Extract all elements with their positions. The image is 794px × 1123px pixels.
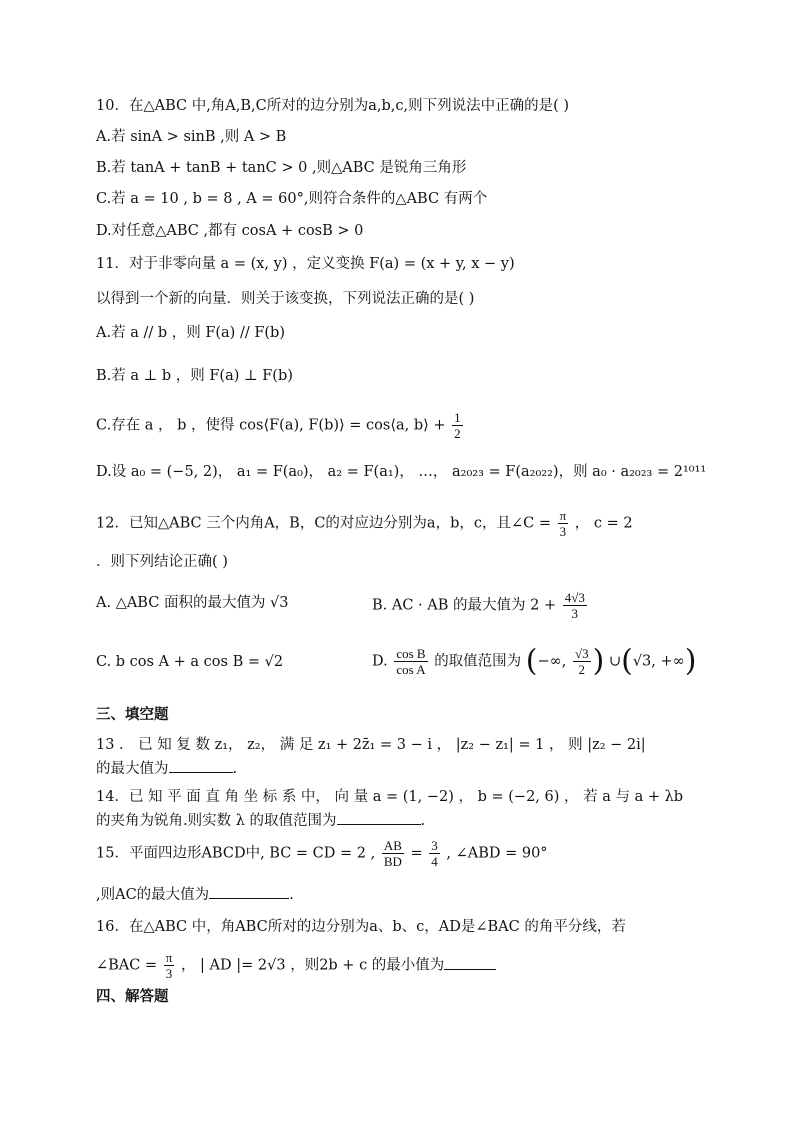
answer-blank[interactable] <box>444 955 496 970</box>
q10-option-d: D.对任意△ABC ,都有 cosA + cosB > 0 <box>96 223 364 239</box>
q11-option-a: A.若 a // b ，则 F(a) // F(b) <box>96 325 285 341</box>
q16-tail: ， | AD |= 2√3 ，则2b + c 的最小值为 <box>180 957 445 974</box>
fraction-numerator: 4√3 <box>564 590 585 605</box>
q10-option-b: B.若 tanA + tanB + tanC > 0 ,则△ABC 是锐角三角形 <box>96 160 467 176</box>
q16-line-2 <box>96 950 496 981</box>
option-label: D. <box>372 653 393 670</box>
q13-line-1: 13 ． 已 知 复 数 z₁， z₂， 满 足 z₁ + 2z̄₁ = 3 − i ， |z₂ − z₁| = 1 ， 则 |z₂ − 2i| <box>96 737 646 753</box>
answer-blank[interactable] <box>337 810 421 825</box>
q11-option-b: B.若 a ⊥ b ，则 F(a) ⊥ F(b) <box>96 368 293 384</box>
fraction-numerator: √3 <box>574 646 589 661</box>
equals-sign: = <box>410 845 423 862</box>
fraction-numerator: 1 <box>454 410 461 425</box>
q15-line-2: ,则AC的最大值为 . <box>96 884 294 905</box>
q13-line-2-text: 的最大值为 <box>96 761 169 777</box>
interval-2: √3, +∞ <box>632 653 685 670</box>
fraction-denominator: 4 <box>431 854 438 869</box>
q12-option-d <box>372 643 697 679</box>
q16-angle-text: ∠BAC = <box>96 957 158 974</box>
interval-1-left: −∞, <box>537 653 567 670</box>
left-paren: ( <box>525 643 538 679</box>
fraction-numerator: π <box>559 508 567 523</box>
q16-angle-fraction <box>164 950 175 981</box>
fraction-numerator: π <box>165 950 173 965</box>
answer-blank[interactable] <box>169 758 233 773</box>
fraction-denominator: 2 <box>578 662 586 677</box>
fraction-denominator: 3 <box>165 966 173 981</box>
q15-text: 15．平面四边形ABCD中, BC = CD = 2 , <box>96 845 376 862</box>
left-paren: ( <box>621 643 633 679</box>
q14-line-1: 14．已 知 平 面 直 角 坐 标 系 中， 向 量 a = (1, −2) ， b = (−2, 6) ， 若 a 与 a + λb <box>96 789 684 805</box>
q12-option-a: A. △ABC 面积的最大值为 √3 <box>96 595 289 611</box>
fraction-denominator: 3 <box>559 524 567 539</box>
q14-line-2: 的夹角为锐角.则实数 λ 的取值范围为 . <box>96 810 425 831</box>
q14-line-2-text: 的夹角为锐角.则实数 λ 的取值范围为 <box>96 813 337 829</box>
q10-option-a: A.若 sinA > sinB ,则 A > B <box>96 129 287 145</box>
fraction-numerator: AB <box>383 838 402 853</box>
q15-fraction-ab-bd <box>382 838 404 869</box>
q15-tail: , ∠ABD = 90° <box>446 845 548 862</box>
q11-option-d: D.设 a₀ = (−5, 2)， a₁ = F(a₀)， a₂ = F(a₁)， …， a₂₀₂₃ = F(a₂₀₂₂)，则 a₀ · a₂₀₂₃ = 2¹⁰¹¹ <box>96 464 707 480</box>
q12-angle-fraction <box>558 508 569 539</box>
q15-line-1 <box>96 838 548 869</box>
right-paren: ) <box>684 643 697 679</box>
q10-option-c: C.若 a = 10 , b = 8 , A = 60°,则符合条件的△ABC 有两个 <box>96 191 488 207</box>
section-heading-fill-blank: 三、填空题 <box>96 707 169 723</box>
q12-option-b-fraction <box>563 590 587 621</box>
q11-stem: 11．对于非零向量 a = (x, y) ，定义变换 F(a) = (x + y, x − y) <box>96 256 515 272</box>
q11-option-c-fraction <box>452 410 463 441</box>
q12-stem-tail: ， c = 2 <box>574 515 633 532</box>
q15-fraction-ratio <box>429 838 440 869</box>
fraction-numerator: 3 <box>431 838 438 853</box>
q12-stem-continued: ．则下列结论正确( ) <box>96 554 228 570</box>
q15-line-2-text: ,则AC的最大值为 <box>96 887 210 903</box>
q11-option-c <box>96 410 465 441</box>
union-symbol: ∪ <box>608 653 622 670</box>
q13-line-2: 的最大值为 . <box>96 758 237 779</box>
fraction-denominator: cos A <box>396 662 426 677</box>
fraction-denominator: 3 <box>571 606 579 621</box>
q12-stem <box>96 508 633 539</box>
q10-stem: 10．在△ABC 中,角A,B,C所对的边分别为a,b,c,则下列说法中正确的是( ) <box>96 98 570 114</box>
fraction-denominator: 2 <box>454 426 461 441</box>
q11-stem-continued: 以得到一个新的向量．则关于该变换，下列说法正确的是( ) <box>96 291 475 307</box>
q12-option-d-ratio <box>394 646 427 677</box>
q16-line-1: 16．在△ABC 中，角ABC所对的边分别为a、b、c，AD是∠BAC 的角平分线，若 <box>96 919 626 935</box>
fraction-numerator: cos B <box>396 646 426 661</box>
right-paren: ) <box>592 643 605 679</box>
interval-1-fraction <box>573 646 591 677</box>
section-heading-solutions: 四、解答题 <box>96 989 169 1005</box>
q12-option-c: C. b cos A + a cos B = √2 <box>96 654 284 670</box>
q11-option-c-text: C.存在 a ， b ，使得 cos⟨F(a), F(b)⟩ = cos⟨a, b⟩ + <box>96 417 446 434</box>
q12-option-d-text: 的取值范围为 <box>434 653 522 670</box>
q12-stem-text: 12．已知△ABC 三个内角A，B，C的对应边分别为a，b，c，且∠C = <box>96 515 551 532</box>
q12-option-b <box>372 590 589 621</box>
fraction-denominator: BD <box>383 854 402 869</box>
answer-blank[interactable] <box>209 884 289 899</box>
q12-option-b-text: B. AC · AB 的最大值为 2 + <box>372 597 557 614</box>
